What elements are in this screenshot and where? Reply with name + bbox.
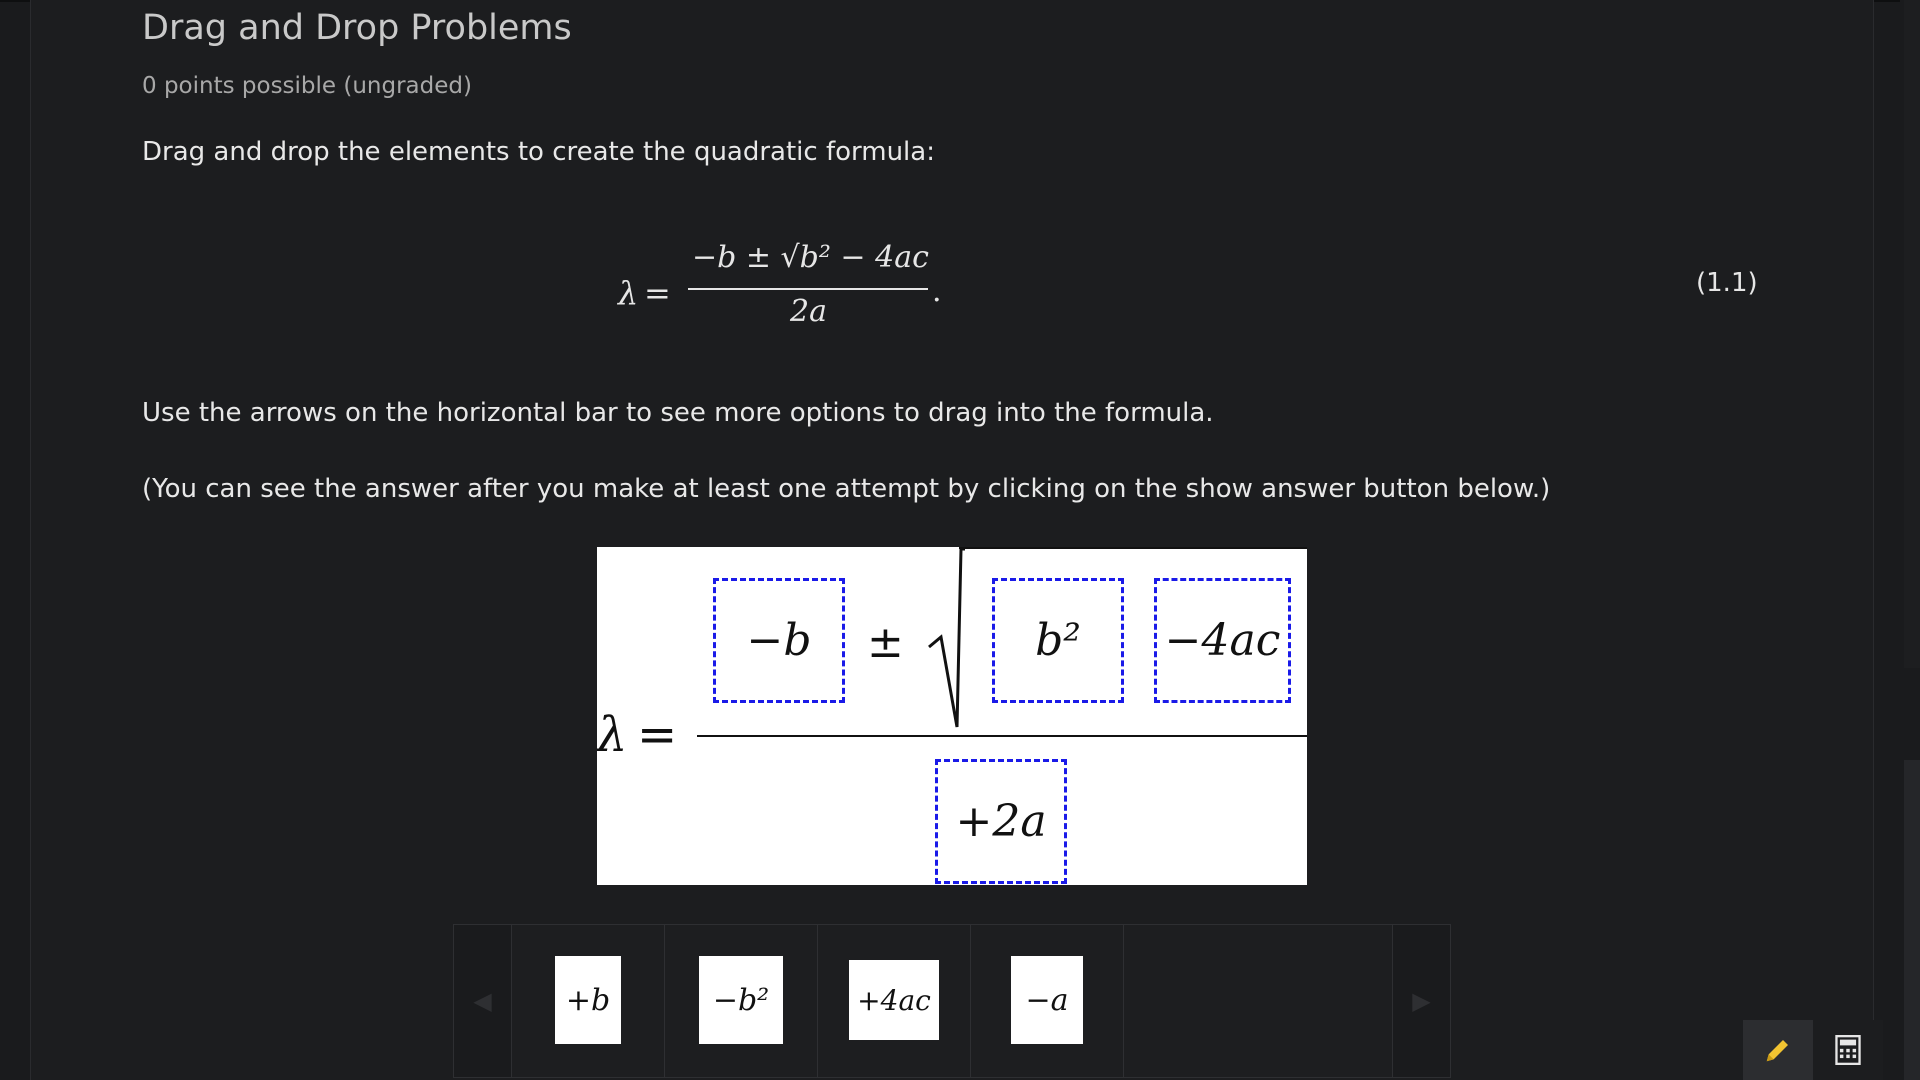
target-fraction-bar <box>697 735 1307 737</box>
equation-number: (1.1) <box>1696 268 1758 298</box>
problem-title: Drag and Drop Problems <box>142 8 572 48</box>
calculator-button[interactable] <box>1813 1020 1883 1080</box>
formula-denominator: 2a <box>790 294 827 329</box>
tray-slot <box>971 925 1124 1077</box>
hint-text: Use the arrows on the horizontal bar to see more options to drag into the formula. <box>142 398 1214 428</box>
draggable-item[interactable]: +b <box>555 956 621 1044</box>
drop-zone-minus-4ac[interactable]: −4ac <box>1154 578 1291 703</box>
pencil-button[interactable] <box>1743 1020 1813 1080</box>
scrollbar-upper[interactable] <box>1904 0 1920 668</box>
formula-fraction-bar <box>688 288 928 290</box>
formula-equals: = <box>644 274 671 312</box>
draggable-item[interactable]: −a <box>1011 956 1083 1044</box>
scroll-right-button[interactable]: ▶ <box>1392 925 1450 1077</box>
formula-numerator: −b ± √b² − 4ac <box>692 240 929 275</box>
calculator-icon <box>1834 1035 1862 1065</box>
sqrt-icon <box>927 547 967 732</box>
sqrt-overline <box>959 547 1307 549</box>
draggable-item[interactable]: +4ac <box>849 960 939 1040</box>
scroll-left-button[interactable]: ◀ <box>454 925 512 1077</box>
drop-zone-minus-b[interactable]: −b <box>713 578 845 703</box>
draggable-item[interactable]: −b² <box>699 956 783 1044</box>
quadratic-formula <box>618 240 948 340</box>
drop-zone-b-squared[interactable]: b² <box>992 578 1124 703</box>
tray-slot <box>818 925 971 1077</box>
points-label: 0 points possible (ungraded) <box>142 73 472 99</box>
scrollbar-thumb[interactable] <box>1904 760 1920 1080</box>
note-text: (You can see the answer after you make at least one attempt by clicking on the show answer button below.) <box>142 474 1551 504</box>
target-equals: = <box>637 707 678 763</box>
target-plus-minus: ± <box>867 617 904 668</box>
tray-slot <box>512 925 665 1077</box>
formula-period: . <box>932 274 942 309</box>
formula-lambda: λ <box>618 274 639 312</box>
instruction-text: Drag and drop the elements to create the quadratic formula: <box>142 137 935 167</box>
target-lambda: λ <box>597 707 628 763</box>
tray-slot <box>665 925 818 1077</box>
draggable-items-bar <box>453 924 1451 1078</box>
drop-target-image[interactable] <box>597 547 1307 885</box>
pencil-icon <box>1763 1035 1793 1065</box>
drop-zone-plus-2a[interactable]: +2a <box>935 759 1067 884</box>
